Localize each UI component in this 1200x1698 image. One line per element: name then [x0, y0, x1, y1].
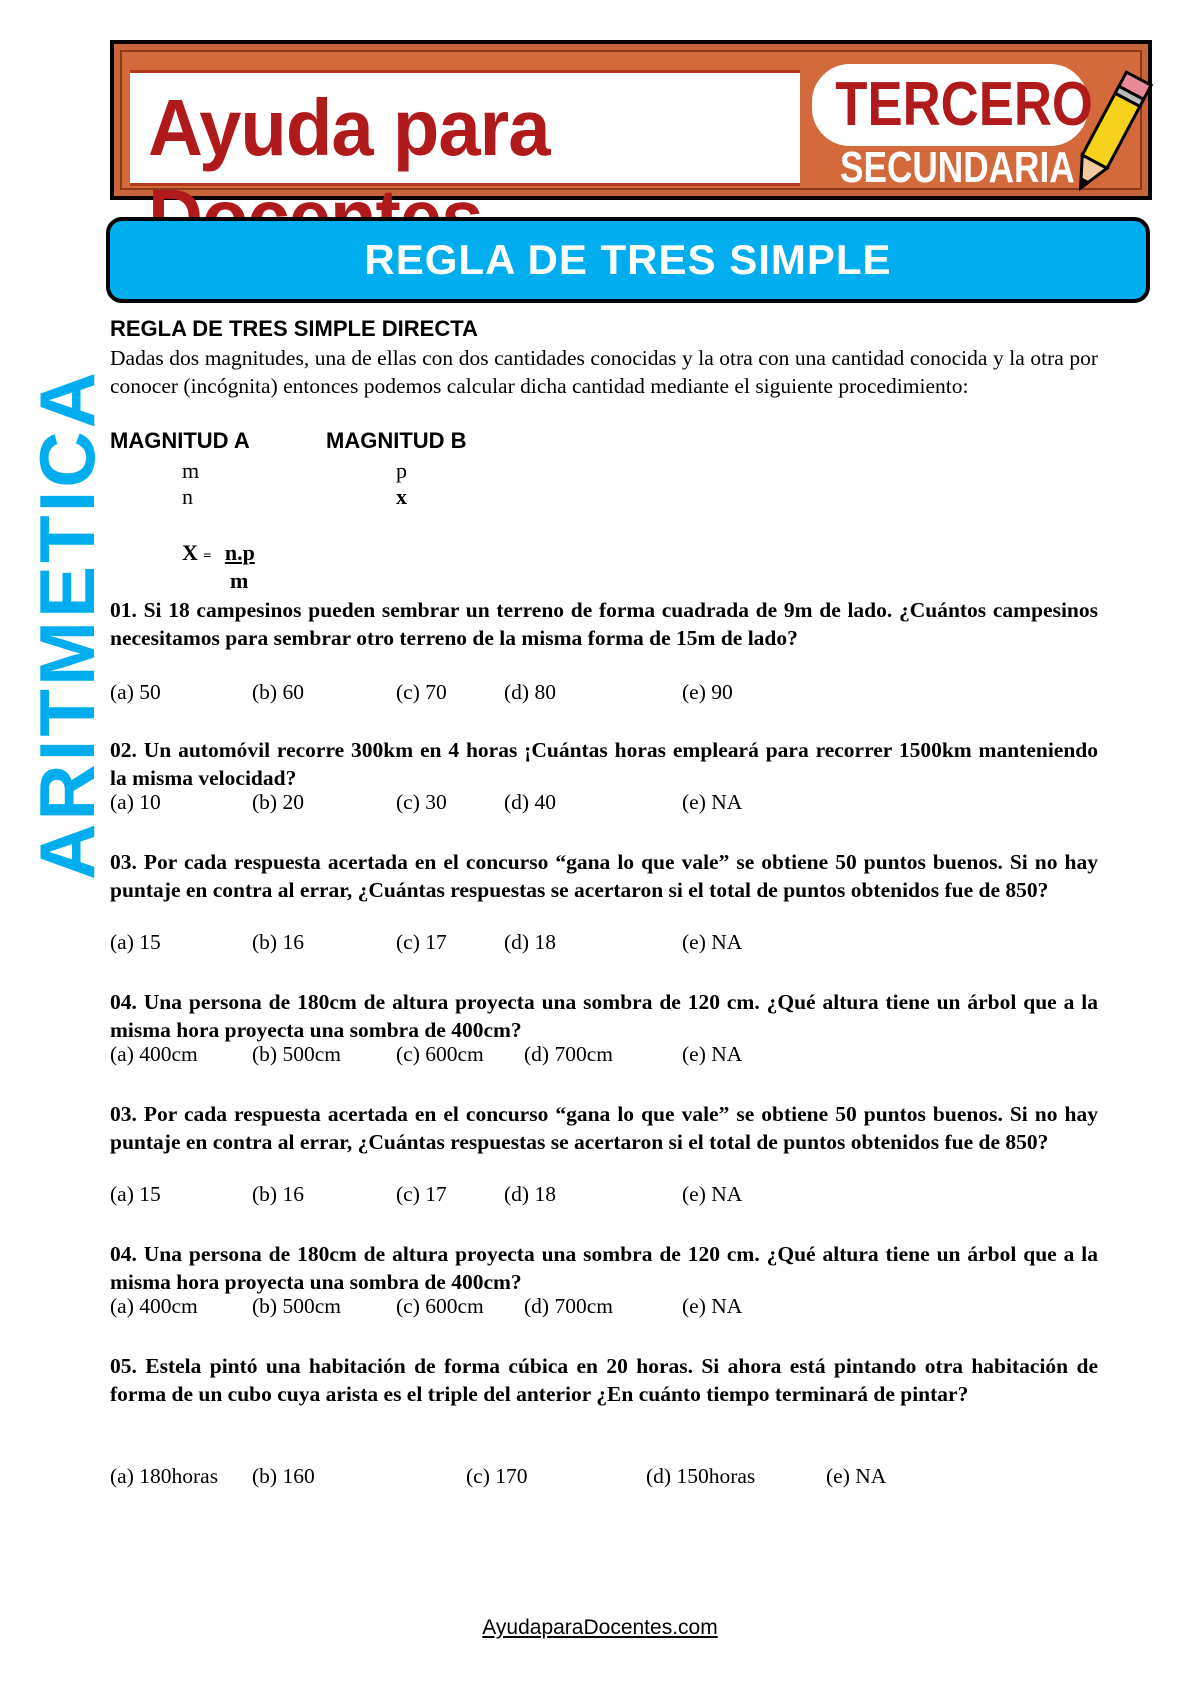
- formula-equals: =: [203, 549, 212, 564]
- answer-option: (e) 90: [682, 680, 733, 704]
- value-b1: p: [396, 458, 407, 483]
- level-badge: [812, 64, 1093, 146]
- header-banner: [110, 40, 1152, 200]
- answer-option: (a) 180horas: [110, 1464, 219, 1488]
- answer-option: (a) 15: [110, 1182, 161, 1206]
- answer-option: (b) 500cm: [252, 1042, 341, 1066]
- answer-option: (b) 160: [252, 1464, 315, 1488]
- formula-lhs: X: [182, 540, 198, 565]
- answer-option: (d) 18: [504, 1182, 556, 1206]
- formula-denominator: m: [230, 568, 249, 593]
- answer-option: (c) 170: [466, 1464, 528, 1488]
- value-b2: x: [396, 484, 407, 509]
- sublevel-label: SECUNDARIA: [840, 143, 1075, 192]
- question-text: 05. Estela pintó una habitación de forma cúbica en 20 horas. Si ahora está pintando otra habitación de forma de un cubo cuya arista es el triple del anterior ¿En cuánto tiempo terminará de pintar?: [110, 1354, 1098, 1406]
- question-text: 04. Una persona de 180cm de altura proyecta una sombra de 120 cm. ¿Qué altura tiene un árbol que a la misma hora proyecta una sombra de 400cm?: [110, 990, 1098, 1042]
- title-bar: [106, 217, 1150, 303]
- answer-option: (c) 600cm: [396, 1042, 484, 1066]
- answer-option: (a) 15: [110, 930, 161, 954]
- pencil-icon: [1062, 54, 1162, 204]
- section-heading: REGLA DE TRES SIMPLE DIRECTA: [110, 316, 478, 341]
- banner-background: [120, 50, 1142, 190]
- answer-option: (d) 80: [504, 680, 556, 704]
- question-text: 01. Si 18 campesinos pueden sembrar un terreno de forma cuadrada de 9m de lado. ¿Cuántos campesinos necesitamos para sembrar otro terreno de la misma forma de 15m de lado?: [110, 598, 1098, 650]
- answer-option: (d) 700cm: [524, 1042, 613, 1066]
- value-a2: n: [182, 484, 193, 509]
- answer-option: (a) 400cm: [110, 1294, 198, 1318]
- answer-option: (e) NA: [826, 1464, 887, 1488]
- answer-option: (d) 18: [504, 930, 556, 954]
- question-text: 04. Una persona de 180cm de altura proyecta una sombra de 120 cm. ¿Qué altura tiene un árbol que a la misma hora proyecta una sombra de 400cm?: [110, 1242, 1098, 1294]
- answer-option: (e) NA: [682, 1294, 743, 1318]
- brand-title: Ayuda para: [148, 83, 550, 172]
- magnitude-b-header: MAGNITUD B: [326, 428, 467, 453]
- footer-link[interactable]: AyudaparaDocentes.com: [482, 1616, 718, 1639]
- answer-option: (c) 70: [396, 680, 447, 704]
- answer-option: (b) 16: [252, 930, 304, 954]
- value-a1: m: [182, 458, 200, 483]
- answer-option: (e) NA: [682, 930, 743, 954]
- answer-option: (a) 50: [110, 680, 161, 704]
- formula-numerator: n.p: [224, 540, 255, 565]
- answer-option: (d) 700cm: [524, 1294, 613, 1318]
- answer-option: (b) 500cm: [252, 1294, 341, 1318]
- question-text: 02. Un automóvil recorre 300km en 4 horas ¡Cuántas horas empleará para recorrer 1500km manteniendo la misma velocidad?: [110, 738, 1098, 790]
- formula: [182, 540, 263, 566]
- answer-option: (c) 600cm: [396, 1294, 484, 1318]
- level-label: TERCERO: [835, 70, 1093, 139]
- side-subject-label: ARITMETICA: [23, 369, 111, 880]
- question-text: 03. Por cada respuesta acertada en el concurso “gana lo que vale” se obtiene 50 puntos buenos. Si no hay puntaje en contra al errar, ¿Cuántas respuestas se acertaron si el total de puntos obtenidos fue de 850?: [110, 1102, 1098, 1154]
- answer-option: (d) 40: [504, 790, 556, 814]
- answer-option: (b) 20: [252, 790, 304, 814]
- page-title: REGLA DE TRES SIMPLE: [364, 236, 892, 283]
- brand-box: [130, 70, 800, 186]
- answer-option: (a) 400cm: [110, 1042, 198, 1066]
- answer-option: (b) 16: [252, 1182, 304, 1206]
- answer-option: (e) NA: [682, 790, 743, 814]
- answer-option: (b) 60: [252, 680, 304, 704]
- answer-option: (c) 17: [396, 930, 447, 954]
- answer-option: (e) NA: [682, 1042, 743, 1066]
- answer-option: (c) 30: [396, 790, 447, 814]
- answer-option: (a) 10: [110, 790, 161, 814]
- magnitude-a-header: MAGNITUD A: [110, 428, 250, 453]
- section-intro: Dadas dos magnitudes, una de ellas con dos cantidades conocidas y la otra con una cantidad conocida y la otra por conocer (incógnita) entonces podemos calcular dicha cantidad mediante el siguiente procedimiento:: [110, 346, 1098, 398]
- answer-option: (e) NA: [682, 1182, 743, 1206]
- answer-option: (d) 150horas: [646, 1464, 756, 1488]
- question-text: 03. Por cada respuesta acertada en el concurso “gana lo que vale” se obtiene 50 puntos buenos. Si no hay puntaje en contra al errar, ¿Cuántas respuestas se acertaron si el total de puntos obtenidos fue de 850?: [110, 850, 1098, 902]
- answer-option: (c) 17: [396, 1182, 447, 1206]
